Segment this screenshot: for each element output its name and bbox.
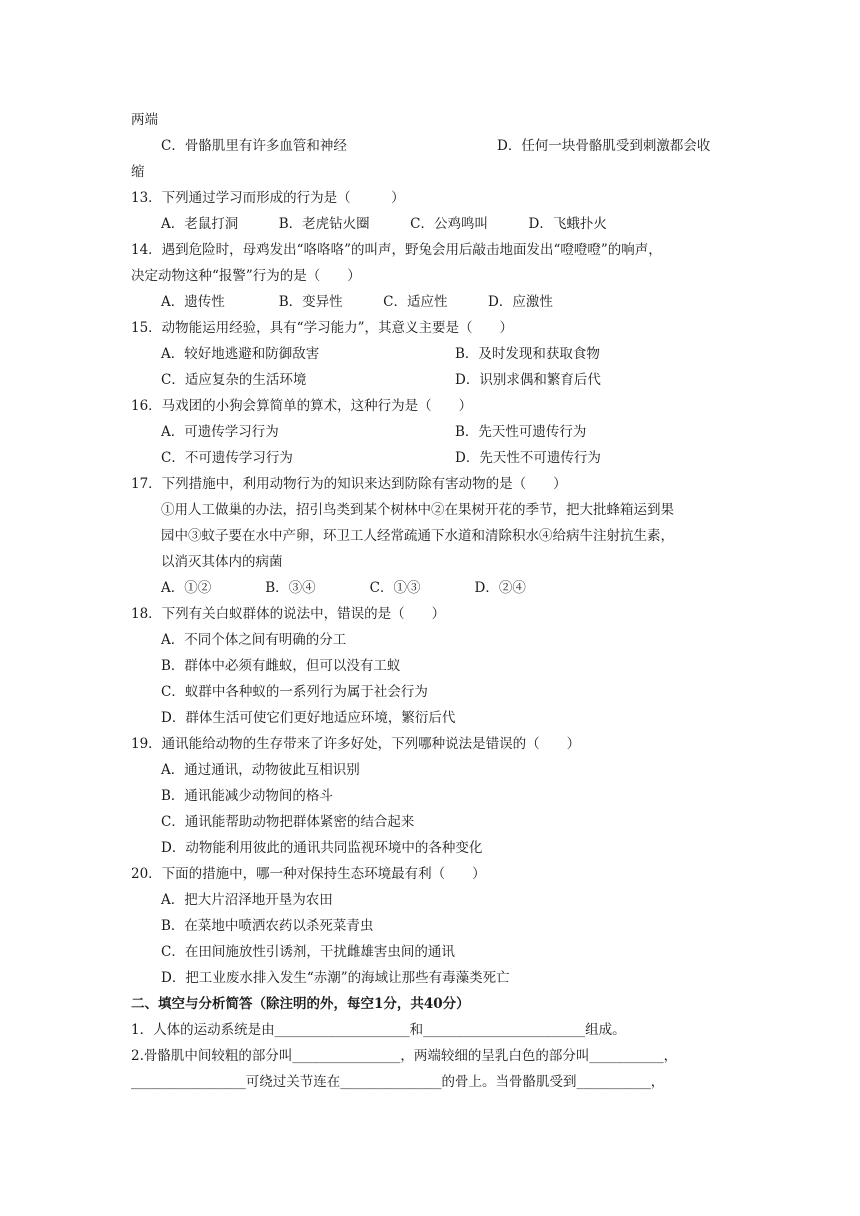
option-a: A．把大片沼泽地开垦为农田 (161, 892, 333, 908)
option-a: A．通过通讯，动物彼此互相识别 (161, 762, 360, 778)
option-c: C．通讯能帮助动物把群体紧密的结合起来 (161, 814, 415, 830)
option-b: B．通讯能减少动物间的格斗 (161, 788, 333, 804)
question-20: 20．下面的措施中，哪一种对保持生态环境最有利（ ） (131, 866, 486, 882)
text-line: 缩 (131, 164, 145, 180)
option-a: A．可遗传学习行为 (161, 424, 279, 440)
question-16: 16．马戏团的小狗会算简单的算术，这种行为是（ ） (131, 398, 473, 414)
option-c: C．适应复杂的生活环境 (161, 372, 307, 388)
text-line: 两端 (131, 112, 158, 128)
fill-question-2: 2.骨骼肌中间较粗的部分叫________________，两端较细的呈乳白色的部分叫___________， (131, 1048, 678, 1064)
option-c: C．不可遗传学习行为 (161, 450, 293, 466)
question-14: 14．遇到危险时，母鸡发出“咯咯咯”的叫声，野兔会用后敲击地面发出“噔噔噔”的响声， (131, 242, 662, 258)
option-a: A．不同个体之间有明确的分工 (161, 632, 347, 648)
fill-question-1: 1．人体的运动系统是由____________________和________________________组成。 (131, 1022, 626, 1038)
option-d: D．识别求偶和繁育后代 (455, 372, 601, 388)
option-c: C．骨骼肌里有许多血管和神经 (161, 138, 347, 154)
option-c: C．在田间施放性引诱剂，干扰雌雄害虫间的通讯 (161, 944, 455, 960)
option-d: D．动物能利用彼此的通讯共同监视环境中的各种变化 (161, 840, 483, 856)
question-14-options: A．遗传性 B．变异性 C．适应性 D．应激性 (161, 294, 553, 310)
question-17-body: 园中③蚊子要在水中产卵，环卫工人经常疏通下水道和清除积水④给病牛注射抗生素， (161, 528, 674, 544)
question-19: 19．通讯能给动物的生存带来了许多好处，下列哪种说法是错误的（ ） (131, 736, 581, 752)
option-b: B．先天性可遗传行为 (455, 424, 587, 440)
question-15: 15．动物能运用经验，具有“学习能力”，其意义主要是（ ） (131, 320, 513, 336)
question-14-cont: 决定动物这种“报警”行为的是（ ） (131, 268, 361, 284)
option-d: D．任何一块骨骼肌受到刺激都会收 (497, 138, 711, 154)
question-18: 18．下列有关白蚁群体的说法中，错误的是（ ） (131, 606, 446, 622)
fill-question-2-cont: _________________可绕过关节连在_______________的骨上。当骨骼肌受到___________， (131, 1074, 665, 1090)
question-13: 13．下列通过学习而形成的行为是（ ） (131, 190, 405, 206)
option-a: A．较好地逃避和防御敌害 (161, 346, 320, 362)
option-c: C．蚁群中各种蚁的一系列行为属于社会行为 (161, 684, 428, 700)
option-b: B．及时发现和获取食物 (455, 346, 600, 362)
option-b: B．在菜地中喷洒农药以杀死菜青虫 (161, 918, 374, 934)
question-17-body: ①用人工做巢的办法，招引鸟类到某个树林中②在果树开花的季节，把大批蜂箱运到果 (161, 502, 674, 518)
option-d: D．先天性不可遗传行为 (455, 450, 601, 466)
section-heading: 二、填空与分析简答（除注明的外，每空1分，共40分） (131, 996, 470, 1012)
question-17-options: A．①② B．③④ C．①③ D．②④ (161, 580, 526, 596)
option-d: D．群体生活可使它们更好地适应环境，繁衍后代 (161, 710, 456, 726)
question-17-body: 以消灭其体内的病菌 (161, 554, 283, 570)
question-17: 17．下列措施中，利用动物行为的知识来达到防除有害动物的是（ ） (131, 476, 567, 492)
question-13-options: A．老鼠打洞 B．老虎钻火圈 C．公鸡鸣叫 D．飞蛾扑火 (161, 216, 607, 232)
option-d: D．把工业废水排入发生“赤潮”的海域让那些有毒藻类死亡 (161, 970, 510, 986)
option-b: B．群体中必须有雌蚁，但可以没有工蚁 (161, 658, 401, 674)
